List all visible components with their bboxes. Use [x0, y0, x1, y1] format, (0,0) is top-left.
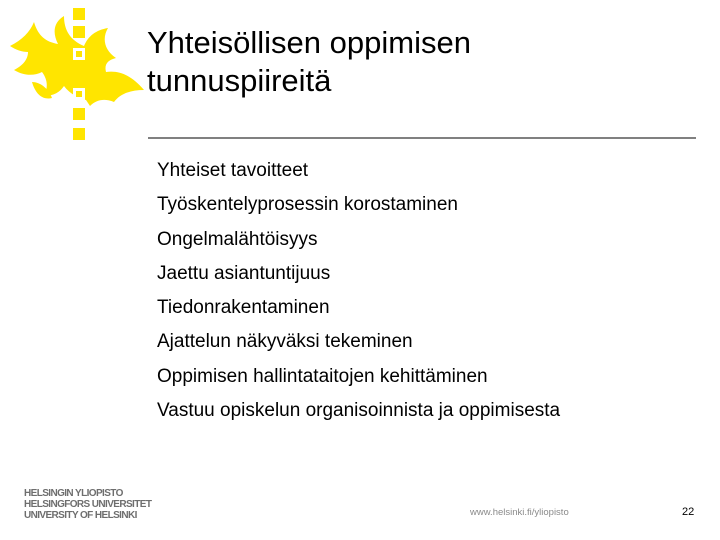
university-name-finnish: HELSINGIN YLIOPISTO [24, 488, 123, 499]
bullet-item: Oppimisen hallintataitojen kehittäminen [157, 365, 488, 387]
university-name-block [24, 488, 151, 521]
bullet-item: Vastuu opiskelun organisoinnista ja oppimisesta [157, 400, 561, 422]
slide-number: 22 [682, 506, 695, 518]
bullet-list [157, 158, 560, 432]
bullet-item: Työskentelyprosessin korostaminen [157, 194, 458, 216]
university-name-swedish: HELSINGFORS UNIVERSITET [24, 499, 152, 510]
bullet-item: Yhteiset tavoitteet [157, 160, 309, 181]
footer-url: www.helsinki.fi/yliopisto [470, 507, 569, 518]
title-divider [148, 137, 696, 139]
slide-title [147, 24, 687, 100]
bullet-item: Jaettu asiantuntijuus [157, 262, 331, 284]
bullet-item: Ongelmalähtöisyys [157, 228, 318, 250]
university-flame-logo-icon [4, 2, 144, 148]
slide-title-line-2: tunnuspiireitä [147, 63, 332, 98]
bullet-item: Ajattelun näkyväksi tekeminen [157, 331, 413, 353]
bullet-item: Tiedonrakentaminen [157, 297, 330, 319]
slide-title-line-1: Yhteisöllisen oppimisen [147, 25, 471, 60]
university-name-english: UNIVERSITY OF HELSINKI [24, 510, 137, 521]
